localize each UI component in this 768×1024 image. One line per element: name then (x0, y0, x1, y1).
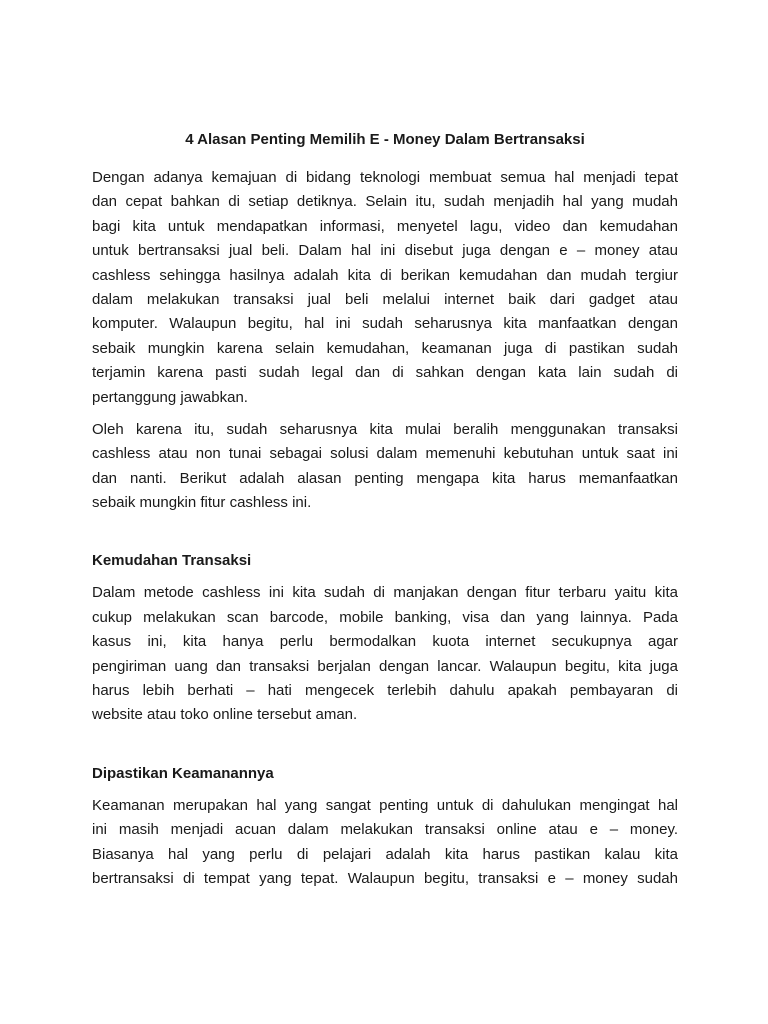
section-paragraph-keamanan (92, 794, 678, 892)
document-page (92, 118, 678, 899)
intro-paragraph-1 (92, 166, 678, 410)
text-line: komputer. Walaupun begitu, hal ini sudah seharusnya kita manfaatkan dengan (92, 315, 678, 333)
text-line: bertransaksi di tempat yang tepat. Walaupun begitu, transaksi e – money sudah (92, 869, 678, 887)
text-line: cukup melakukan scan barcode, mobile banking, visa dan yang lainnya. Pada (92, 608, 678, 626)
document-title: 4 Alasan Penting Memilih E - Money Dalam Bertransaksi (185, 131, 585, 148)
section-heading-keamanan: Dipastikan Keamanannya (92, 764, 274, 782)
text-line: dan cepat bahkan di setiap detiknya. Selain itu, sudah menjadih hal yang mudah (92, 193, 678, 211)
text-line: Keamanan merupakan hal yang sangat penting untuk di dahulukan mengingat hal (92, 796, 678, 814)
text-line: pengiriman uang dan transaksi berjalan dengan lancar. Walaupun begitu, kita juga (92, 657, 678, 675)
text-line: dalam melakukan transaksi jual beli melalui internet baik dari gadget atau (92, 290, 678, 308)
text-line: harus lebih berhati – hati mengecek terlebih dahulu apakah pembayaran di (92, 682, 678, 700)
section-paragraph-kemudahan (92, 581, 678, 727)
text-line: dan nanti. Berikut adalah alasan penting mengapa kita harus memanfaatkan (92, 469, 678, 487)
text-line: Oleh karena itu, sudah seharusnya kita mulai beralih menggunakan transaksi (92, 420, 678, 438)
text-line: terjamin karena pasti sudah legal dan di sahkan dengan kata lain sudah di (92, 364, 678, 382)
text-line: untuk bertransaksi jual beli. Dalam hal ini disebut juga dengan e – money atau (92, 242, 678, 260)
text-line: Dalam metode cashless ini kita sudah di manjakan dengan fitur terbaru yaitu kita (92, 584, 678, 602)
text-line: cashless sehingga hasilnya adalah kita di berikan kemudahan dan mudah tergiur (92, 266, 678, 284)
text-line: kasus ini, kita hanya perlu bermodalkan kuota internet secukupnya agar (92, 633, 678, 651)
section-heading-kemudahan: Kemudahan Transaksi (92, 552, 252, 570)
intro-paragraph-2 (92, 418, 678, 516)
text-line: pertanggung jawabkan. (92, 388, 248, 406)
text-line: sebaik mungkin fitur cashless ini. (92, 494, 312, 512)
text-line: sebaik mungkin karena selain kemudahan, keamanan juga di pastikan sudah (92, 339, 678, 357)
text-line: Dengan adanya kemajuan di bidang teknologi membuat semua hal menjadi tepat (92, 169, 678, 186)
text-line: ini masih menjadi acuan dalam melakukan transaksi online atau e – money. (92, 821, 678, 839)
text-line: Biasanya hal yang perlu di pelajari adalah kita harus pastikan kalau kita (92, 845, 678, 863)
text-line: cashless atau non tunai sebagai solusi dalam memenuhi kebutuhan untuk saat ini (92, 445, 678, 463)
text-line: bagi kita untuk mendapatkan informasi, menyetel lagu, video dan kemudahan (92, 217, 678, 235)
text-line: website atau toko online tersebut aman. (92, 706, 358, 724)
